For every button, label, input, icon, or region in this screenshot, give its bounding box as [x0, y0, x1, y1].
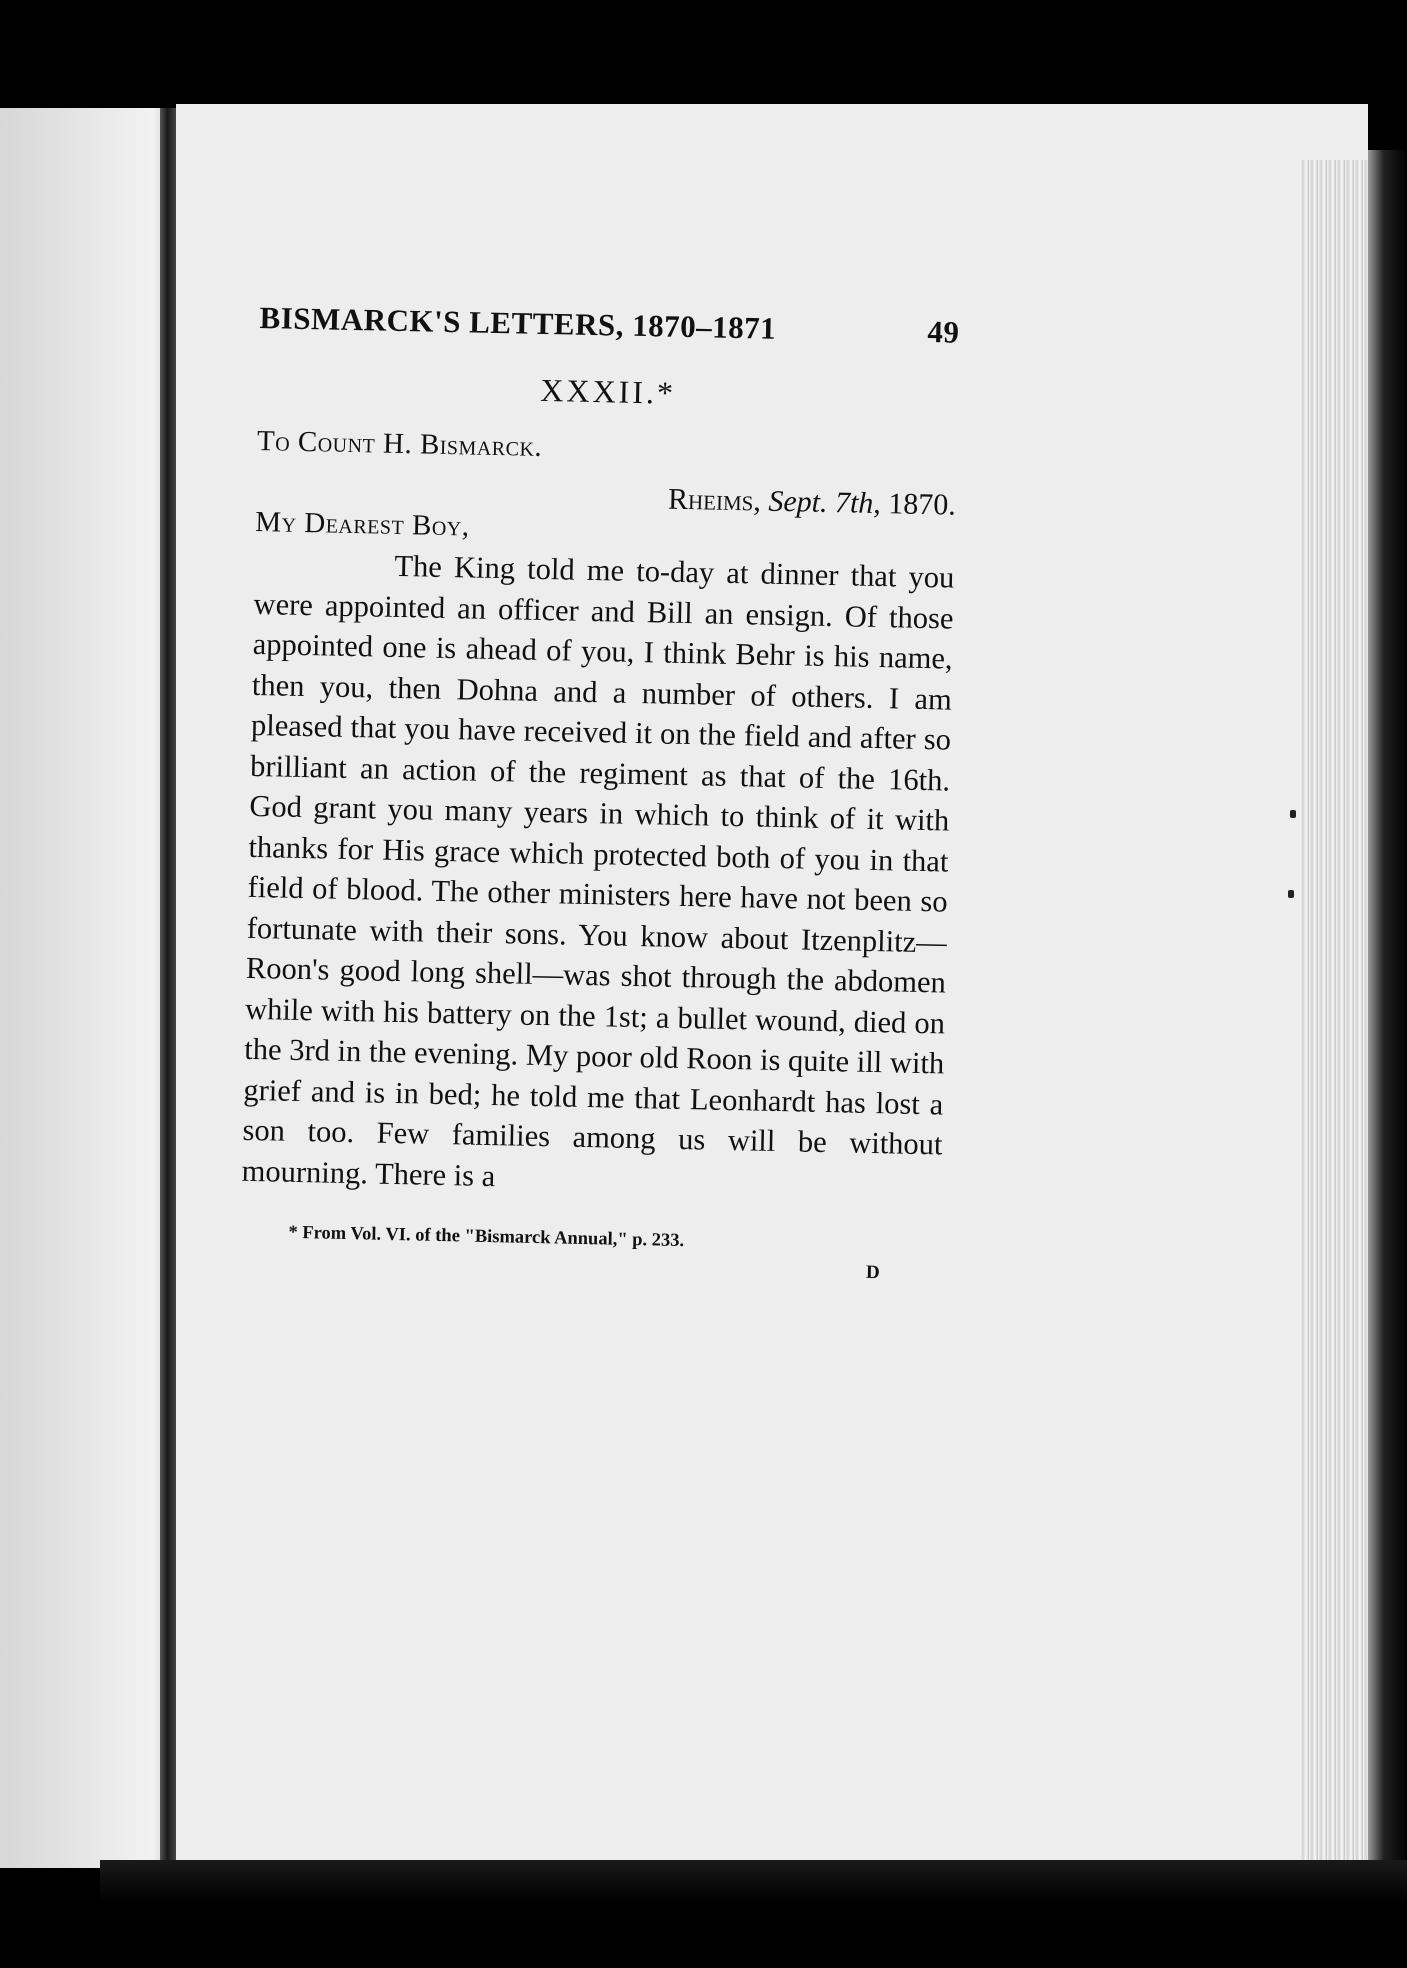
letter-recipient: To Count H. Bismarck. [256, 424, 543, 463]
edge-speck [1288, 890, 1294, 898]
signature-mark: D [865, 1261, 880, 1283]
book-gutter [160, 108, 176, 1868]
letter-body: The King told me to-day at dinner that you were appointed an officer and Bill an ensign. Of those appointed one is ahead of you, I think Behr is his name, then you, then Dohna and a number of others. I am pleased that you have received it on the field and after so brilliant an action of the regiment as that of the 16th. God grant you many years in which to think of it with thanks for His grace which protected both of you in that field of blood. The other ministers here have not been so fortunate with their sons. You know about Itzenplitz—Roon's good long shell—was shot through the abdomen while with his battery on the 1st; a bullet wound, died on the 3rd in the evening. My poor old Roon is quite ill with grief and is in bed; he told me that Leonhardt has lost a son too. Few families among us will be without mourning. There is a [241, 548, 955, 1193]
page-content [240, 300, 960, 1285]
left-page-edge [0, 108, 170, 1868]
chapter-number: XXXII.* [539, 371, 677, 411]
bottom-shadow [100, 1860, 1407, 1968]
letter-salutation: My Dearest Boy, [255, 505, 470, 543]
page-number: 49 [927, 313, 960, 350]
edge-speck [1290, 810, 1296, 818]
running-head-title: BISMARCK'S LETTERS, 1870–1871 [259, 300, 777, 346]
dateline-place: Rheims, [667, 482, 762, 518]
footnote: * From Vol. VI. of the "Bismarck Annual," p. 233. [288, 1222, 685, 1251]
dateline-year: 1870. [888, 487, 957, 522]
right-shadow [1368, 150, 1407, 1880]
dateline-date: Sept. 7th, [768, 484, 882, 521]
